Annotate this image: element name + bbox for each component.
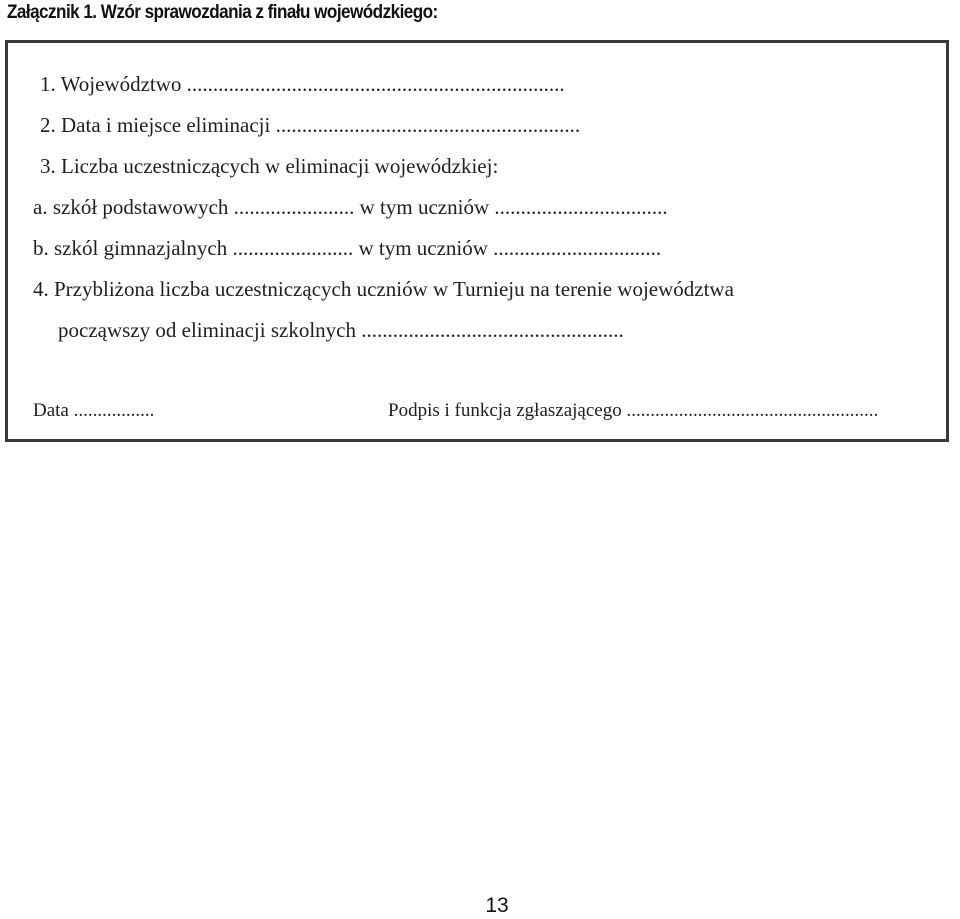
form-line-approx-participants: 4. Przybliżona liczba uczestniczących uczniów w Turnieju na terenie województwa (33, 277, 734, 301)
form-line-approx-participants-cont: począwszy od eliminacji szkolnych .................................................. (58, 318, 624, 342)
form-line-date-place: 2. Data i miejsce eliminacji .......................................................... (40, 113, 581, 137)
form-line-voivodeship: 1. Województwo ........................................................................ (40, 72, 565, 96)
form-line-middle-schools: b. szkól gimnazjalnych ....................... w tym uczniów ................................ (33, 236, 662, 260)
page-number: 13 (485, 894, 509, 917)
form-line-primary-schools: a. szkół podstawowych ....................... w tym uczniów ................................. (33, 195, 668, 219)
form-signature-field: Podpis i funkcja zgłaszającego ..................................................... (388, 400, 879, 421)
form-line-participants: 3. Liczba uczestniczących w eliminacji wojewódzkiej: (40, 154, 499, 178)
form-date-field: Data ................. (33, 400, 155, 421)
attachment-heading: Załącznik 1. Wzór sprawozdania z finału wojewódzkiego: (7, 2, 438, 23)
